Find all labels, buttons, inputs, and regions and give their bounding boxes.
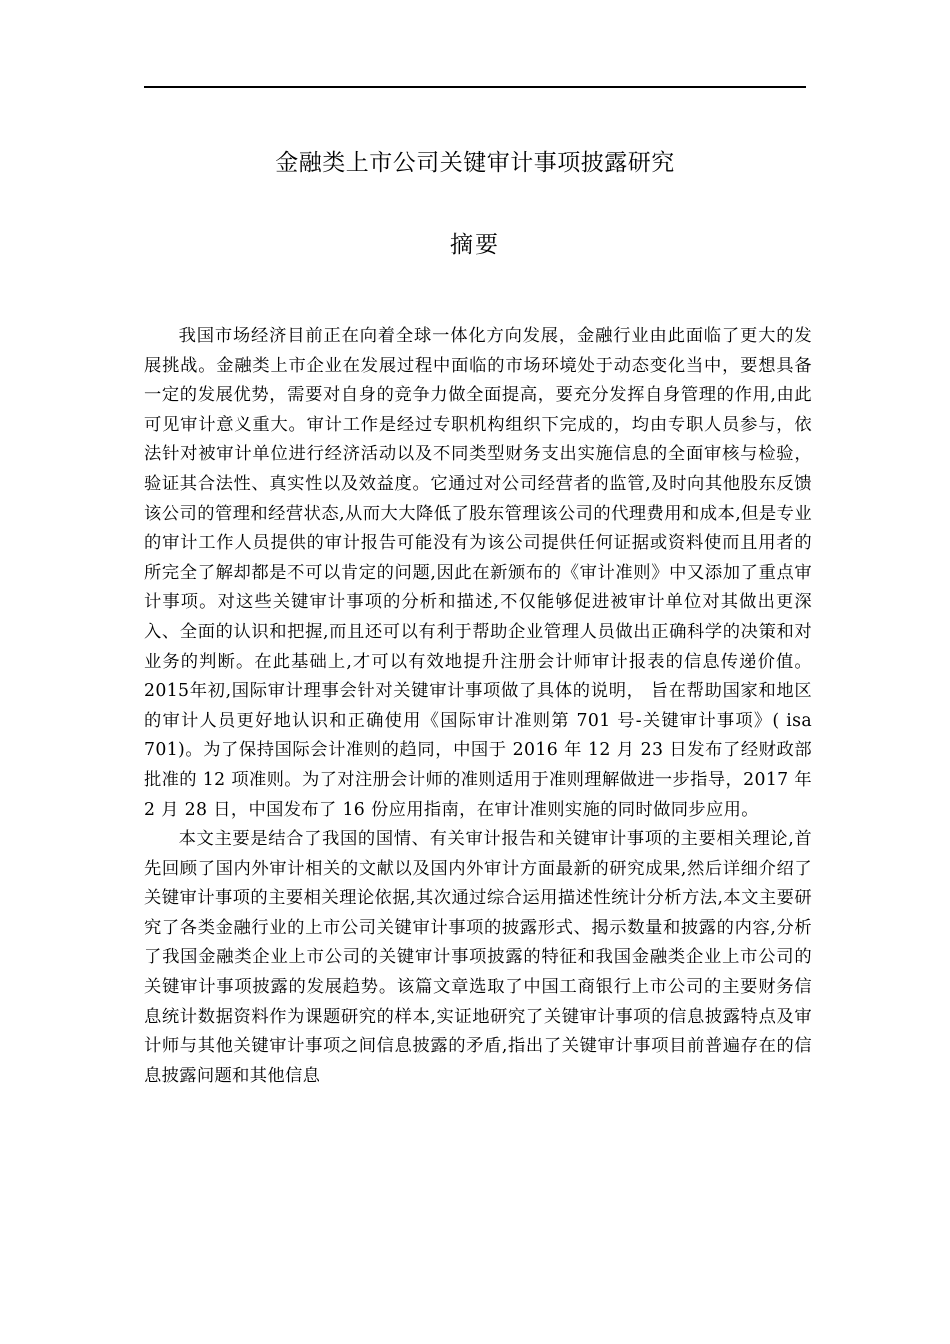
abstract-paragraph: 我国市场经济目前正在向着全球一体化方向发展，金融行业由此面临了更大的发展挑战。金融类上市企业在发展过程中面临的市场环境处于动态变化当中，要想具备一定的发展优势，需要对自身的竞争力做全面提高，要充分发挥自身管理的作用,由此可见审计意义重大。审计工作是经过专职机构组织下完成的，均由专职人员参与，依法针对被审计单位进行经济活动以及不同类型财务支出实施信息的全面审核与检验，验证其合法性、真实性以及效益度。它通过对公司经营者的监管,及时向其他股东反馈该公司的管理和经营状态,从而大大降低了股东管理该公司的代理费用和成本,但是专业的审计工作人员提供的审计报告可能没有为该公司提供任何证据或资料使而且用者的所完全了解却都是不可以肯定的问题,因此在新颁布的《审计准则》中又添加了重点审计事项。对这些关键审计事项的分析和描述,不仅能够促进被审计单位对其做出更深入、全面的认识和把握,而且还可以有利于帮助企业管理人员做出正确科学的决策和对业务的判断。在此基础上,才可以有效地提升注册会计师审计报表的信息传递价值。2015年初,国际审计理事会针对关键审计事项做了具体的说明， 旨在帮助国家和地区的审计人员更好地认识和正确使用《国际审计准则第 701 号-关键审计事项》( isa 701)。为了保持国际会计准则的趋同，中国于 2016 年 12 月 23 日发布了经财政部批准的 12 项准则。为了对注册会计师的准则适用于准则理解做进一步指导，2017 年 2 月 28 日，中国发布了 16 份应用指南，在审计准则实施的同时做同步应用。 — [144, 326, 812, 820]
document-title: 金融类上市公司关键审计事项披露研究 — [275, 150, 675, 176]
abstract-heading: 摘要 — [450, 232, 500, 258]
abstract-paragraph: 本文主要是结合了我国的国情、有关审计报告和关键审计事项的主要相关理论,首先回顾了国内外审计相关的文献以及国内外审计方面最新的研究成果,然后详细介绍了关键审计事项的主要相关理论依据,其次通过综合运用描述性统计分析方法,本文主要研究了各类金融行业的上市公司关键审计事项的披露形式、揭示数量和披露的内容,分析了我国金融类企业上市公司的关键审计事项披露的特征和我国金融类企业上市公司的关键审计事项披露的发展趋势。该篇文章选取了中国工商银行上市公司的主要财务信息统计数据资料作为课题研究的样本,实证地研究了关键审计事项的信息披露特点及审计师与其他关键审计事项之间信息披露的矛盾,指出了关键审计事项目前普遍存在的信息披露问题和其他信息 — [144, 829, 812, 1086]
header-rule — [144, 86, 806, 88]
abstract-body — [144, 322, 812, 1091]
